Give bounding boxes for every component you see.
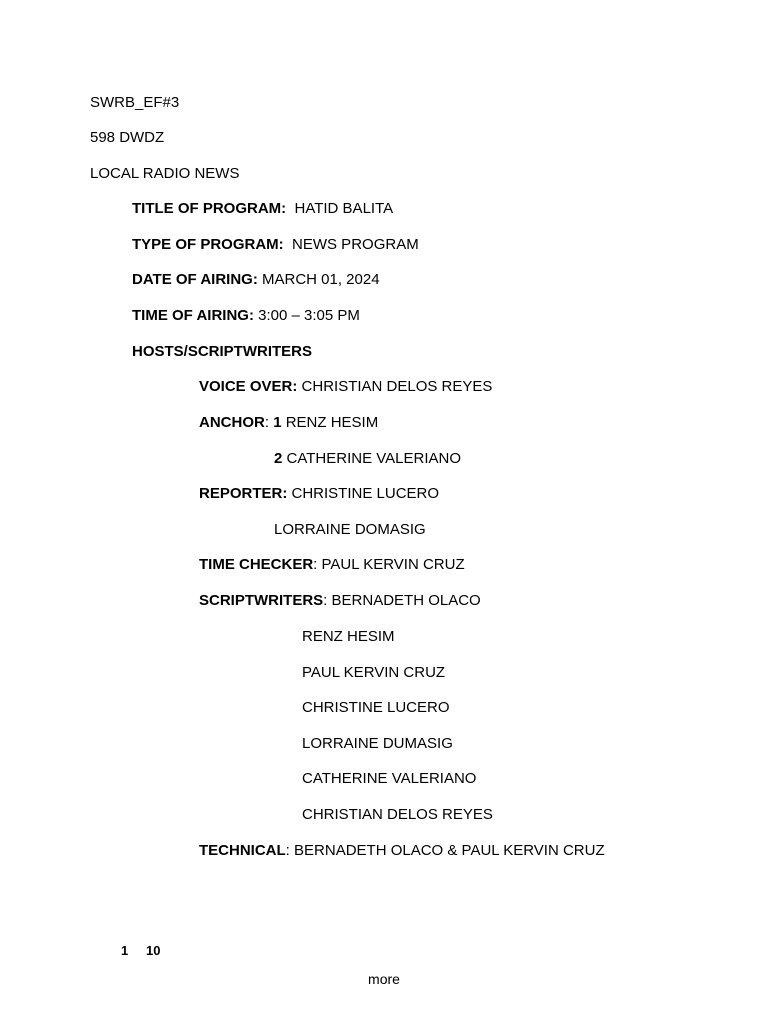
voice-over-value: CHRISTIAN DELOS REYES xyxy=(301,378,493,395)
scriptwriter-name: PAUL KERVIN CRUZ xyxy=(302,664,446,681)
station-name: 598 DWDZ xyxy=(90,129,165,146)
program-type-label: TYPE OF PROGRAM: xyxy=(132,236,284,253)
time-checker-row: TIME CHECKER: PAUL KERVIN CRUZ xyxy=(199,556,465,573)
time-checker-label: TIME CHECKER xyxy=(199,556,314,573)
technical-label: TECHNICAL xyxy=(199,842,286,859)
airing-date-row xyxy=(132,271,380,289)
airing-time-row xyxy=(132,307,360,325)
scriptwriter-name: BERNADETH OLACO xyxy=(331,592,481,609)
time-checker-value: PAUL KERVIN CRUZ xyxy=(321,556,465,573)
anchor-1-name: RENZ HESIM xyxy=(285,414,379,431)
voice-over-label: VOICE OVER: xyxy=(199,378,298,395)
reporter-row-1 xyxy=(199,485,439,503)
scriptwriter-name: LORRAINE DUMASIG xyxy=(302,735,453,752)
airing-date-value: MARCH 01, 2024 xyxy=(262,271,380,288)
scriptwriter-name: CATHERINE VALERIANO xyxy=(302,770,477,787)
hosts-heading: HOSTS/SCRIPTWRITERS xyxy=(132,343,313,360)
document-code: SWRB_EF#3 xyxy=(90,94,180,111)
reporter-label: REPORTER: xyxy=(199,485,288,502)
reporter-2-name: LORRAINE DOMASIG xyxy=(274,521,426,538)
program-type-row xyxy=(132,236,419,254)
anchor-row-1: ANCHOR: 1 RENZ HESIM xyxy=(199,414,379,431)
reporter-1-name: CHRISTINE LUCERO xyxy=(291,485,440,502)
scriptwriter-name: CHRISTINE LUCERO xyxy=(302,699,450,716)
airing-time-value: 3:00 – 3:05 PM xyxy=(258,307,360,324)
anchor-2-number: 2 xyxy=(274,450,283,467)
anchor-row-2 xyxy=(274,450,461,468)
scriptwriter-name: RENZ HESIM xyxy=(302,628,395,645)
page-count-total: 10 xyxy=(146,943,161,958)
page-number-current: 1 xyxy=(121,943,129,958)
news-category: LOCAL RADIO NEWS xyxy=(90,165,240,182)
program-title-value: HATID BALITA xyxy=(294,200,394,217)
program-title-row xyxy=(132,200,393,218)
technical-value: BERNADETH OLACO & PAUL KERVIN CRUZ xyxy=(294,842,605,859)
anchor-label: ANCHOR xyxy=(199,414,265,431)
program-title-label: TITLE OF PROGRAM: xyxy=(132,200,287,217)
technical-row: TECHNICAL: BERNADETH OLACO & PAUL KERVIN CRUZ xyxy=(199,842,605,859)
airing-time-label: TIME OF AIRING: xyxy=(132,307,254,324)
scriptwriter-name: CHRISTIAN DELOS REYES xyxy=(302,806,493,823)
airing-date-label: DATE OF AIRING: xyxy=(132,271,258,288)
program-type-value: NEWS PROGRAM xyxy=(292,236,419,253)
scriptwriters-label: SCRIPTWRITERS xyxy=(199,592,324,609)
more-link[interactable]: more xyxy=(368,971,400,987)
voice-over-row xyxy=(199,378,492,396)
anchor-2-name: CATHERINE VALERIANO xyxy=(286,450,461,467)
anchor-1-number: 1 xyxy=(273,414,282,431)
scriptwriters-row: SCRIPTWRITERS: BERNADETH OLACO xyxy=(199,592,481,609)
